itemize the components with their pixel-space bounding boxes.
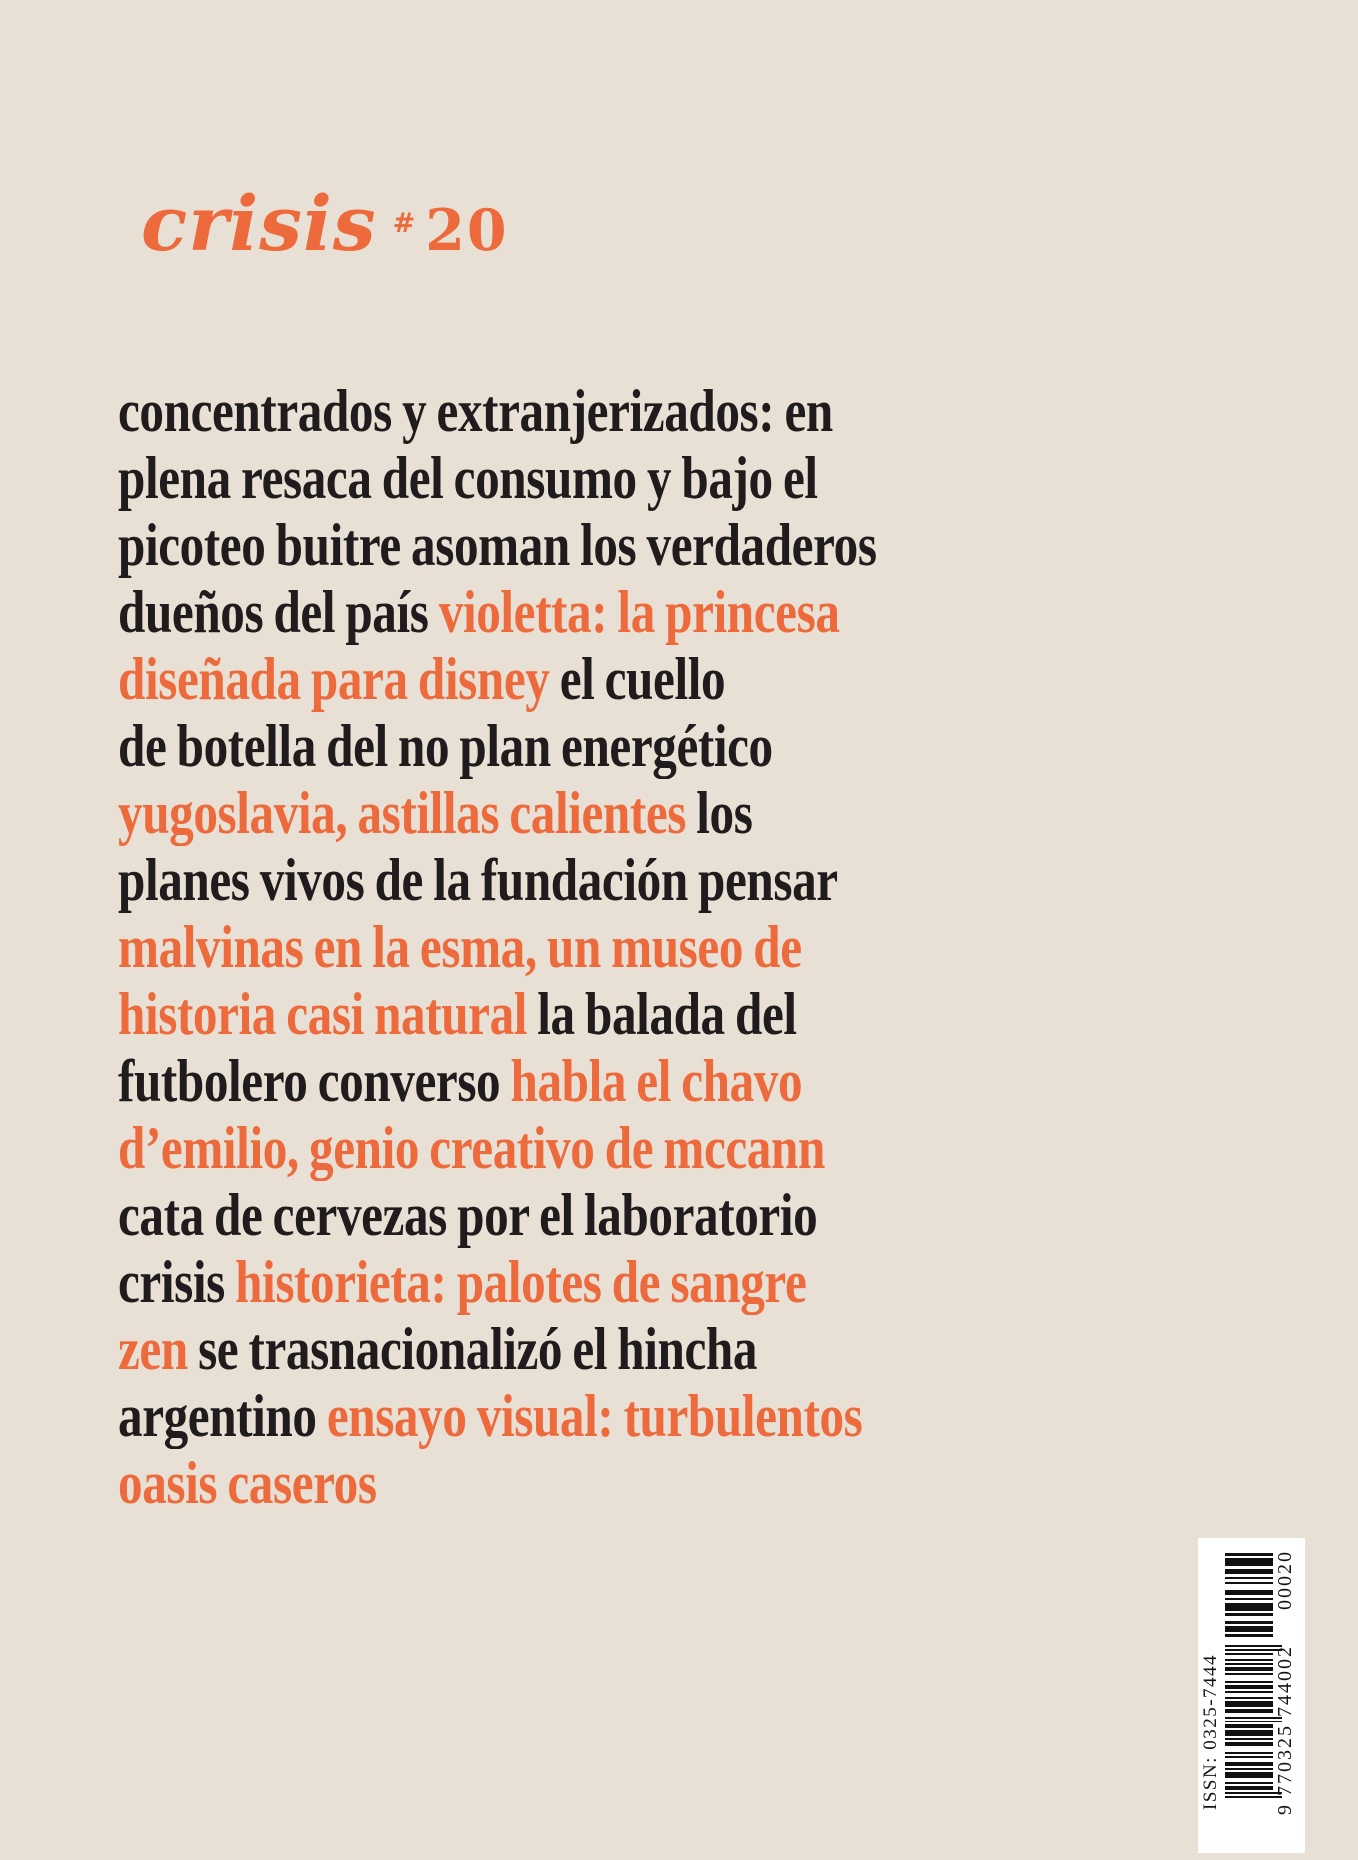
barcode-bar bbox=[1225, 1724, 1273, 1728]
ean-addon-digits: 00020 bbox=[1274, 1550, 1296, 1610]
toc-segment: futbolero converso bbox=[118, 1048, 511, 1114]
barcode-bar bbox=[1225, 1653, 1273, 1655]
toc-line bbox=[118, 378, 1020, 445]
barcode-bar bbox=[1225, 1762, 1273, 1766]
toc-segment: habla el chavo bbox=[510, 1048, 803, 1114]
toc-segment: argentino bbox=[118, 1383, 327, 1449]
toc-segment: picoteo buitre asoman los verdaderos bbox=[118, 512, 877, 578]
toc-segment: dueños del país bbox=[118, 579, 439, 645]
barcode-bar bbox=[1225, 1685, 1273, 1689]
toc-segment: crisis bbox=[118, 1249, 236, 1315]
barcode-bar bbox=[1225, 1768, 1273, 1770]
toc-line bbox=[118, 1115, 1020, 1182]
toc-line bbox=[118, 1182, 1020, 1249]
toc-line bbox=[118, 512, 1020, 579]
toc-segment: historia casi natural bbox=[118, 981, 538, 1047]
toc-line bbox=[118, 579, 1020, 646]
toc-line bbox=[118, 981, 1020, 1048]
toc-line bbox=[118, 914, 1020, 981]
toc-segment: plena resaca del consumo y bajo el bbox=[118, 445, 818, 511]
toc-segment: planes vivos de la fundación pensar bbox=[118, 847, 838, 913]
magazine-logo bbox=[141, 179, 509, 268]
barcode-bar bbox=[1225, 1577, 1273, 1580]
toc-segment: el cuello bbox=[559, 646, 726, 712]
barcode-bar bbox=[1225, 1738, 1273, 1740]
toc-segment: zen bbox=[118, 1316, 199, 1382]
toc-segment: violetta: la princesa bbox=[438, 579, 840, 645]
barcode-bar bbox=[1225, 1681, 1273, 1683]
barcode-bar bbox=[1225, 1598, 1273, 1601]
barcode-bar bbox=[1225, 1613, 1273, 1616]
barcode-bar bbox=[1225, 1730, 1273, 1736]
toc-segment: diseñada para disney bbox=[118, 646, 560, 712]
toc-segment: concentrados y extranjerizados: en bbox=[118, 378, 833, 444]
toc-segment: malvinas en la esma, un museo de bbox=[118, 914, 802, 980]
toc-line bbox=[118, 847, 1020, 914]
barcode-rotated-content bbox=[1198, 1538, 1305, 1853]
toc-line bbox=[118, 1316, 1020, 1383]
barcode-panel bbox=[1198, 1538, 1305, 1853]
barcode-bar bbox=[1225, 1742, 1273, 1746]
toc-segment: ensayo visual: turbulentos bbox=[326, 1383, 863, 1449]
barcode-bar bbox=[1225, 1553, 1273, 1556]
toc-segment: d’emilio, genio creativo de mccann bbox=[118, 1115, 825, 1181]
barcode-bar bbox=[1225, 1569, 1273, 1574]
barcode-bar bbox=[1225, 1691, 1273, 1693]
toc-segment: se trasnacionalizó el hincha bbox=[198, 1316, 758, 1382]
barcode-bar bbox=[1225, 1582, 1273, 1585]
toc-line bbox=[118, 1383, 1020, 1450]
toc-segment: oasis caseros bbox=[118, 1450, 377, 1516]
toc-line bbox=[118, 713, 1020, 780]
barcode-bar bbox=[1225, 1621, 1273, 1624]
barcode-bar bbox=[1225, 1701, 1273, 1707]
barcode-bar bbox=[1225, 1590, 1273, 1595]
toc-segment: de botella del no plan energético bbox=[118, 713, 773, 779]
barcode-bar bbox=[1225, 1667, 1273, 1671]
barcode-bar bbox=[1225, 1673, 1273, 1675]
toc-segment: historieta: palotes de sangre bbox=[235, 1249, 807, 1315]
toc-line bbox=[118, 646, 1020, 713]
toc-segment: la balada del bbox=[537, 981, 797, 1047]
barcode-bar bbox=[1225, 1709, 1273, 1713]
toc-segment: los bbox=[696, 780, 753, 846]
barcode-bar bbox=[1225, 1697, 1273, 1699]
toc-text-block bbox=[118, 378, 1218, 1517]
toc-line bbox=[118, 780, 1020, 847]
issue-hash-symbol: # bbox=[392, 208, 416, 239]
ean-barcode-bars bbox=[1225, 1645, 1273, 1798]
toc-line bbox=[118, 1048, 1020, 1115]
barcode-bar bbox=[1225, 1756, 1273, 1758]
logo-wordmark: crisis bbox=[141, 179, 377, 268]
toc-line bbox=[118, 445, 1020, 512]
ean-barcode-digits: 9 770325 744002 bbox=[1274, 1645, 1296, 1815]
toc-segment: yugoslavia, astillas calientes bbox=[118, 780, 697, 846]
toc-line bbox=[118, 1450, 1020, 1517]
ean-addon-bars bbox=[1225, 1553, 1273, 1637]
issn-label: ISSN: 0325-7444 bbox=[1200, 1653, 1221, 1810]
barcode-bar bbox=[1225, 1752, 1273, 1754]
barcode-bar bbox=[1225, 1627, 1273, 1632]
barcode-bar bbox=[1225, 1786, 1273, 1790]
barcode-bar bbox=[1225, 1634, 1273, 1637]
barcode-bar bbox=[1225, 1663, 1273, 1665]
barcode-bar bbox=[1225, 1558, 1273, 1566]
barcode-bar bbox=[1225, 1659, 1273, 1661]
barcode-bar bbox=[1225, 1782, 1273, 1784]
toc-segment: cata de cervezas por el laboratorio bbox=[118, 1182, 818, 1248]
toc-line bbox=[118, 1249, 1020, 1316]
issue-number: 20 bbox=[425, 197, 509, 264]
barcode-bar bbox=[1225, 1603, 1273, 1611]
barcode-bar bbox=[1225, 1772, 1273, 1778]
